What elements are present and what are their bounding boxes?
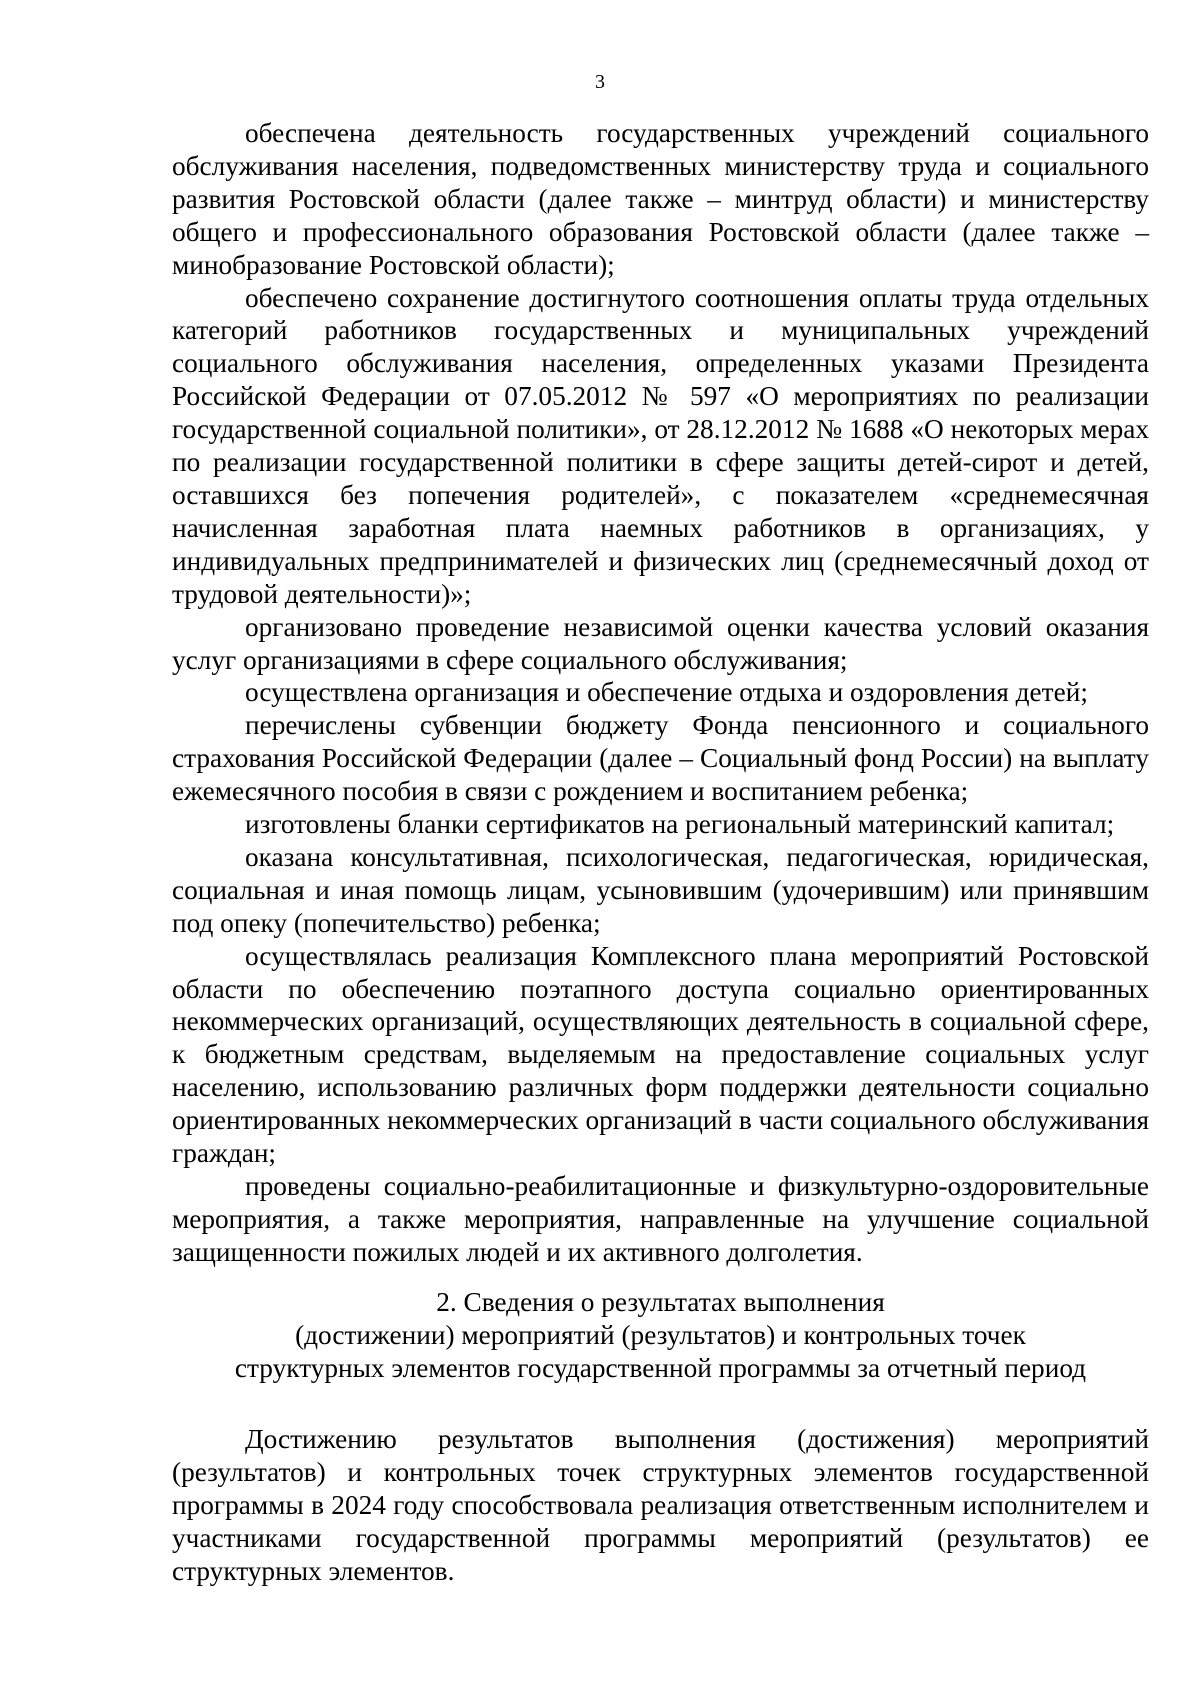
- paragraph-children-rest: осуществлена организация и обеспечение отдыха и оздоровления детей;: [245, 677, 1088, 708]
- paragraph-wage-ratio: обеспечено сохранение достигнутого соотношения оплаты труда отдельных категорий работников государственных и муниципальных учреждений социального обслуживания населения, определенных указами Президента Российской Федерации от 07.05.2012 № 597 «О мероприятиях по реализации государственной социальной политики», от 28.12.2012 № 1688 «О некоторых мерах по реализации государственной политики в сфере защиты детей-сирот и детей, оставшихся без попечения родителей», с показателем «среднемесячная начисленная заработная плата наемных работников в организациях, у индивидуальных предпринимателей и физических лиц (среднемесячный доход от трудовой деятельности)»;: [172, 282, 1149, 609]
- paragraph-certificates: изготовлены бланки сертификатов на региональный материнский капитал;: [245, 809, 1115, 840]
- closing-text: [172, 1423, 1149, 1588]
- page-number: 3: [595, 71, 605, 93]
- paragraph-rehabilitation: проведены социально-реабилитационные и физкультурно-оздоровительные мероприятия, а также мероприятия, направленные на улучшение социальной защищенности пожилых людей и их активного долголетия.: [172, 1171, 1149, 1267]
- section-heading-line-2: (достижении) мероприятий (результатов) и контрольных точек: [295, 1319, 1026, 1350]
- body-text: [172, 117, 1149, 1269]
- paragraph-complex-plan: осуществлялась реализация Комплексного плана мероприятий Ростовской области по обеспечению поэтапного доступа социально ориентированных некоммерческих организаций, осуществляющих деятельность в социальной сфере, к бюджетным средствам, выделяемым на предоставление социальных услуг населению, использованию различных форм поддержки деятельности социально ориентированных некоммерческих организаций в части социального обслуживания граждан;: [172, 940, 1149, 1169]
- section-heading: [172, 1286, 1149, 1385]
- section-heading-line-3: структурных элементов государственной программы за отчетный период: [234, 1352, 1087, 1383]
- paragraph-assistance: оказана консультативная, психологическая, педагогическая, юридическая, социальная и иная помощь лицам, усыновившим (удочерившим) или принявшим под опеку (попечительство) ребенка;: [172, 841, 1149, 938]
- paragraph-quality-assessment: организовано проведение независимой оценки качества условий оказания услуг организациями в сфере социального обслуживания;: [172, 611, 1149, 675]
- paragraph-institutions: обеспечена деятельность государственных учреждений социального обслуживания населения, подведомственных министерству труда и социального развития Ростовской области (далее также – минтруд области) и министерству общего и профессионального образования Ростовской области (далее также – минобразование Ростовской области);: [172, 118, 1149, 280]
- paragraph-subventions: перечислены субвенции бюджету Фонда пенсионного и социального страхования Российской Федерации (далее – Социальный фонд России) на выплату ежемесячного пособия в связи с рождением и воспитанием ребенка;: [172, 710, 1149, 807]
- section-heading-line-1: 2. Сведения о результатах выполнения: [436, 1287, 885, 1317]
- paragraph-results-achievement: Достижению результатов выполнения (достижения) мероприятий (результатов) и контрольных точек структурных элементов государственной программы в 2024 году способствовала реализация ответственным исполнителем и участниками государственной программы мероприятий (результатов) ее структурных элементов.: [172, 1424, 1149, 1586]
